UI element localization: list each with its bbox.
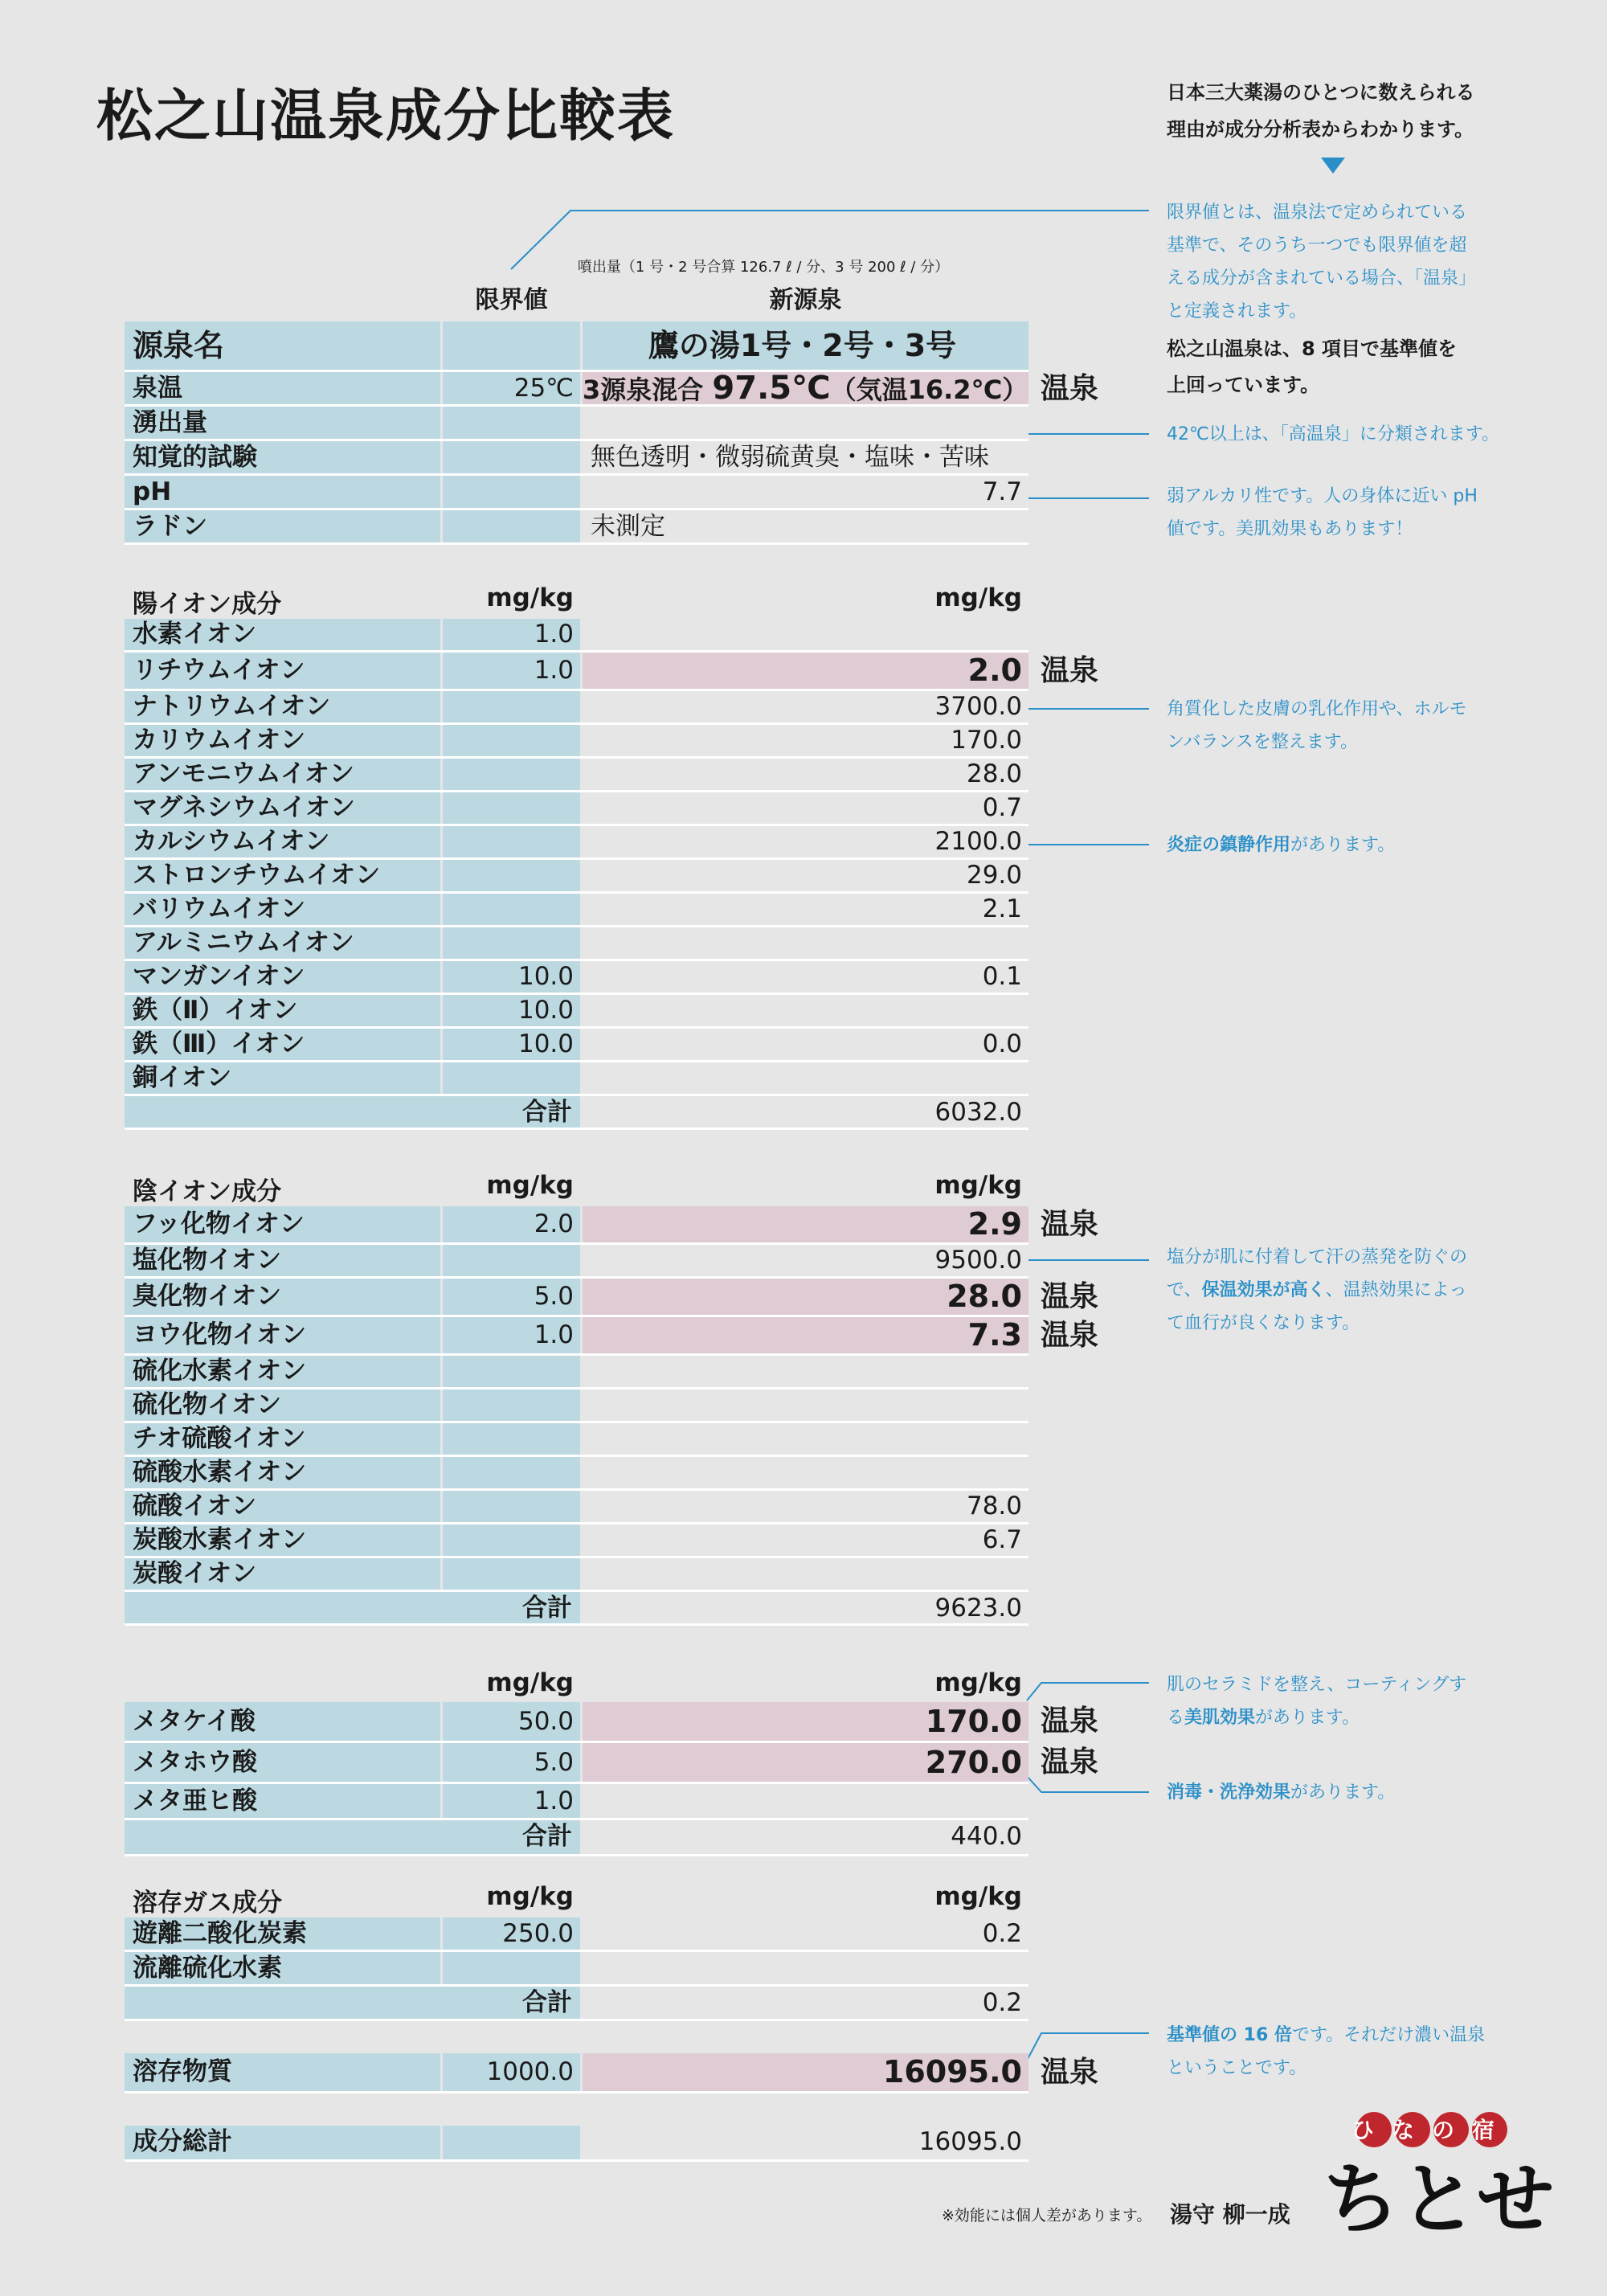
limit-value: 10.0 bbox=[443, 1029, 580, 1060]
measured-value: 2.0 bbox=[583, 653, 1028, 689]
table-row bbox=[125, 1356, 1028, 1389]
measured-value bbox=[583, 1062, 1028, 1094]
table-row bbox=[125, 927, 1028, 961]
connector-silicic bbox=[1027, 1683, 1149, 1701]
component-name: マグネシウムイオン bbox=[125, 792, 440, 824]
total-label: 合計 bbox=[125, 1592, 580, 1623]
table-row bbox=[125, 792, 1028, 826]
anions-header: 陰イオン成分 mg/kg mg/kg bbox=[133, 1171, 1022, 1206]
component-name: メタホウ酸 bbox=[125, 1743, 440, 1782]
measured-value bbox=[583, 1389, 1028, 1421]
component-name: 炭酸イオン bbox=[125, 1558, 440, 1590]
logo bbox=[1318, 2089, 1559, 2250]
table-row bbox=[125, 1389, 1028, 1423]
component-name: 流離硫化水素 bbox=[125, 1952, 440, 1984]
limit-value: 250.0 bbox=[443, 1917, 580, 1950]
component-name: 硫酸水素イオン bbox=[125, 1457, 440, 1488]
table-row bbox=[125, 961, 1028, 995]
measured-value: 2.9 bbox=[583, 1206, 1028, 1242]
table-row bbox=[125, 1423, 1028, 1457]
measured-value bbox=[583, 1457, 1028, 1488]
nonionic-header: mg/kg mg/kg bbox=[486, 1668, 1022, 1697]
table-row bbox=[125, 1029, 1028, 1062]
row-temp: 泉温 25℃ 3源泉混合 97.5℃（気温16.2℃） 温泉 bbox=[125, 372, 1028, 407]
row-dissolved: 溶存物質 1000.0 16095.0 温泉 bbox=[125, 2053, 1028, 2093]
cations-header: 陽イオン成分 mg/kg mg/kg bbox=[133, 583, 1022, 619]
table-row bbox=[125, 1279, 1099, 1317]
component-name: マンガンイオン bbox=[125, 961, 440, 992]
table-row bbox=[125, 860, 1028, 894]
component-name: ヨウ化物イオン bbox=[125, 1317, 440, 1353]
component-name: バリウムイオン bbox=[125, 894, 440, 925]
note-calcium: 炎症の鎮静作用があります。 bbox=[1167, 835, 1396, 855]
measured-value: 6.7 bbox=[583, 1525, 1028, 1556]
measured-value bbox=[583, 1952, 1028, 1984]
limit-value bbox=[443, 1558, 580, 1590]
component-name: カルシウムイオン bbox=[125, 826, 440, 857]
limit-value bbox=[443, 691, 580, 722]
total-value: 6032.0 bbox=[583, 1096, 1028, 1128]
limit-value bbox=[443, 1356, 580, 1387]
limit-value bbox=[443, 860, 580, 891]
note-ph: 弱アルカリ性です。人の身体に近い pH 値です。美肌効果もあります！ bbox=[1167, 486, 1478, 539]
component-name: 遊離二酸化炭素 bbox=[125, 1917, 440, 1950]
table-row bbox=[125, 995, 1028, 1029]
limit-value bbox=[443, 1389, 580, 1421]
table-row bbox=[125, 1206, 1099, 1245]
table-row bbox=[125, 1245, 1028, 1279]
table-row bbox=[125, 1457, 1028, 1491]
limit-value: 50.0 bbox=[443, 1702, 580, 1741]
flow-note: 噴出量（1 号・2 号合算 126.7 ℓ / 分、3 号 200 ℓ / 分） bbox=[577, 259, 950, 276]
measured-value: 9500.0 bbox=[583, 1245, 1028, 1276]
limit-value: 5.0 bbox=[443, 1743, 580, 1782]
limit-value: 1.0 bbox=[443, 653, 580, 689]
onsen-tag: 温泉 bbox=[1041, 1319, 1099, 1352]
total-label: 合計 bbox=[125, 1096, 580, 1128]
total-row bbox=[125, 1096, 1028, 1130]
total-value: 0.2 bbox=[583, 1987, 1028, 2019]
table-row bbox=[125, 1491, 1028, 1525]
limit-value bbox=[443, 1245, 580, 1276]
row-radon: ラドン 未測定 bbox=[125, 510, 1028, 545]
onsen-tag: 温泉 bbox=[1041, 654, 1099, 687]
component-name: リチウムイオン bbox=[125, 653, 440, 689]
component-name: 硫化物イオン bbox=[125, 1389, 440, 1421]
component-name: 臭化物イオン bbox=[125, 1279, 440, 1315]
gases-header: 溶存ガス成分 mg/kg mg/kg bbox=[133, 1882, 1022, 1917]
measured-value: 7.3 bbox=[583, 1317, 1028, 1353]
component-name: 炭酸水素イオン bbox=[125, 1525, 440, 1556]
measured-value: 170.0 bbox=[583, 1702, 1028, 1741]
limit-value: 1.0 bbox=[443, 1784, 580, 1818]
limit-value bbox=[443, 1457, 580, 1488]
table-row bbox=[125, 759, 1028, 792]
measured-value: 29.0 bbox=[583, 860, 1028, 891]
measured-value: 0.0 bbox=[583, 1029, 1028, 1060]
limit-value bbox=[443, 927, 580, 959]
limit-value bbox=[443, 759, 580, 790]
table-row bbox=[125, 894, 1028, 927]
onsen-tag: 温泉 bbox=[1041, 372, 1099, 405]
note-sodium: 角質化した皮膚の乳化作用や、ホルモ ンバランスを整えます。 bbox=[1167, 699, 1467, 752]
component-name: メタ亜ヒ酸 bbox=[125, 1784, 440, 1818]
limit-value: 1.0 bbox=[443, 619, 580, 650]
note-high-temp: 42℃以上は、「高温泉」に分類されます。 bbox=[1167, 424, 1499, 444]
row-source-name: 源泉名 鷹の湯1号・2号・3号 bbox=[125, 321, 1028, 372]
limit-value: 5.0 bbox=[443, 1279, 580, 1315]
onsen-tag: 温泉 bbox=[1041, 1746, 1099, 1778]
logo-top-text: ひなの宿 bbox=[1351, 2117, 1513, 2143]
limit-value bbox=[443, 1952, 580, 1984]
author: 湯守 柳一成 bbox=[1170, 2201, 1290, 2228]
row-flow: 湧出量 bbox=[125, 407, 1028, 441]
measured-value bbox=[583, 1558, 1028, 1590]
measured-value: 2.1 bbox=[583, 894, 1028, 925]
measured-value bbox=[583, 619, 1028, 650]
limit-value bbox=[443, 1525, 580, 1556]
measured-value bbox=[583, 1356, 1028, 1387]
measured-value: 78.0 bbox=[583, 1491, 1028, 1522]
limit-value bbox=[443, 1423, 580, 1455]
measured-value: 270.0 bbox=[583, 1743, 1028, 1782]
table-row bbox=[125, 826, 1028, 860]
total-label: 合計 bbox=[125, 1820, 580, 1854]
limit-value bbox=[443, 1491, 580, 1522]
measured-value bbox=[583, 995, 1028, 1026]
limit-value bbox=[443, 725, 580, 756]
total-row bbox=[125, 1592, 1028, 1626]
table-row bbox=[125, 725, 1028, 759]
component-name: アルミニウムイオン bbox=[125, 927, 440, 959]
onsen-tag: 温泉 bbox=[1041, 1208, 1099, 1241]
component-name: ストロンチウムイオン bbox=[125, 860, 440, 891]
component-name: 銅イオン bbox=[125, 1062, 440, 1094]
limit-value bbox=[443, 826, 580, 857]
total-row bbox=[125, 1820, 1028, 1856]
page-title: 松之山温泉成分比較表 bbox=[96, 83, 675, 149]
total-label: 合計 bbox=[125, 1987, 580, 2019]
measured-value: 28.0 bbox=[583, 1279, 1028, 1315]
limit-value bbox=[443, 894, 580, 925]
measured-value: 0.2 bbox=[583, 1917, 1028, 1950]
measured-value: 0.7 bbox=[583, 792, 1028, 824]
component-name: 塩化物イオン bbox=[125, 1245, 440, 1276]
limit-value: 10.0 bbox=[443, 995, 580, 1026]
table-row bbox=[125, 1743, 1099, 1784]
component-name: メタケイ酸 bbox=[125, 1702, 440, 1741]
row-ph: pH 7.7 bbox=[125, 476, 1028, 510]
component-name: 鉄（Ⅱ）イオン bbox=[125, 995, 440, 1026]
measured-value: 0.1 bbox=[583, 961, 1028, 992]
component-name: アンモニウムイオン bbox=[125, 759, 440, 790]
limit-value bbox=[443, 1062, 580, 1094]
limit-value bbox=[443, 792, 580, 824]
measured-value bbox=[583, 1423, 1028, 1455]
limit-value: 10.0 bbox=[443, 961, 580, 992]
note-dissolved: 基準値の 16 倍です。それだけ濃い温泉 ということです。 bbox=[1167, 2025, 1486, 2078]
table-row bbox=[125, 1702, 1099, 1743]
table-row bbox=[125, 653, 1099, 691]
limit-header: 限界値 bbox=[475, 286, 548, 314]
component-name: ナトリウムイオン bbox=[125, 691, 440, 722]
component-name: 水素イオン bbox=[125, 619, 440, 650]
note-summary: 松之山温泉は、8 項目で基準値を 上回っています。 bbox=[1167, 338, 1458, 396]
onsen-tag: 温泉 bbox=[1041, 1705, 1099, 1737]
component-name: チオ硫酸イオン bbox=[125, 1423, 440, 1455]
total-value: 9623.0 bbox=[583, 1592, 1028, 1623]
limit-value: 1.0 bbox=[443, 1317, 580, 1353]
measured-value: 3700.0 bbox=[583, 691, 1028, 722]
table-row bbox=[125, 619, 1028, 653]
table-row bbox=[125, 1784, 1028, 1820]
table-row bbox=[125, 1062, 1028, 1096]
new-source-header: 新源泉 bbox=[769, 286, 842, 314]
limit-value: 2.0 bbox=[443, 1206, 580, 1242]
note-limit: 限界値とは、温泉法で定められている 基準で、そのうち一つでも限界値を超 える成分が含まれている場合、「温泉」 と定義されます。 bbox=[1167, 203, 1477, 321]
intro-line-2: 理由が成分分析表からわかります。 bbox=[1167, 118, 1474, 141]
note-silicic: 肌のセラミドを整え、コーティングす る美肌効果があります。 bbox=[1167, 1675, 1467, 1728]
component-name: フッ化物イオン bbox=[125, 1206, 440, 1242]
component-name: 硫酸イオン bbox=[125, 1491, 440, 1522]
note-chloride: 塩分が肌に付着して汗の蒸発を防ぐの で、保温効果が高く、温熱効果によっ て血行が良くなります。 bbox=[1167, 1247, 1468, 1333]
measured-value: 2100.0 bbox=[583, 826, 1028, 857]
measured-value bbox=[583, 1784, 1028, 1818]
table-row bbox=[125, 1952, 1028, 1987]
table-row bbox=[125, 1917, 1028, 1952]
total-row bbox=[125, 1987, 1028, 2021]
note-boric: 消毒・洗浄効果があります。 bbox=[1167, 1782, 1396, 1803]
table-row bbox=[125, 691, 1028, 725]
footnote: ※効能には個人差があります。 bbox=[942, 2207, 1152, 2224]
table-row bbox=[125, 1525, 1028, 1558]
measured-value: 170.0 bbox=[583, 725, 1028, 756]
measured-value: 28.0 bbox=[583, 759, 1028, 790]
total-value: 440.0 bbox=[583, 1820, 1028, 1854]
onsen-tag: 温泉 bbox=[1041, 2056, 1099, 2089]
onsen-tag: 温泉 bbox=[1041, 1280, 1099, 1313]
intro-line-1: 日本三大薬湯のひとつに数えられる bbox=[1167, 81, 1475, 104]
table-row bbox=[125, 1317, 1099, 1356]
row-sense: 知覚的試験 無色透明・微弱硫黄臭・塩味・苦味 bbox=[125, 441, 1028, 476]
measured-value bbox=[583, 927, 1028, 959]
table-row bbox=[125, 1558, 1028, 1592]
component-name: カリウムイオン bbox=[125, 725, 440, 756]
component-name: 鉄（Ⅲ）イオン bbox=[125, 1029, 440, 1060]
row-grand-total: 成分総計 16095.0 bbox=[125, 2126, 1028, 2162]
component-name: 硫化水素イオン bbox=[125, 1356, 440, 1387]
logo-main-text: ちとせ bbox=[1323, 2155, 1554, 2245]
